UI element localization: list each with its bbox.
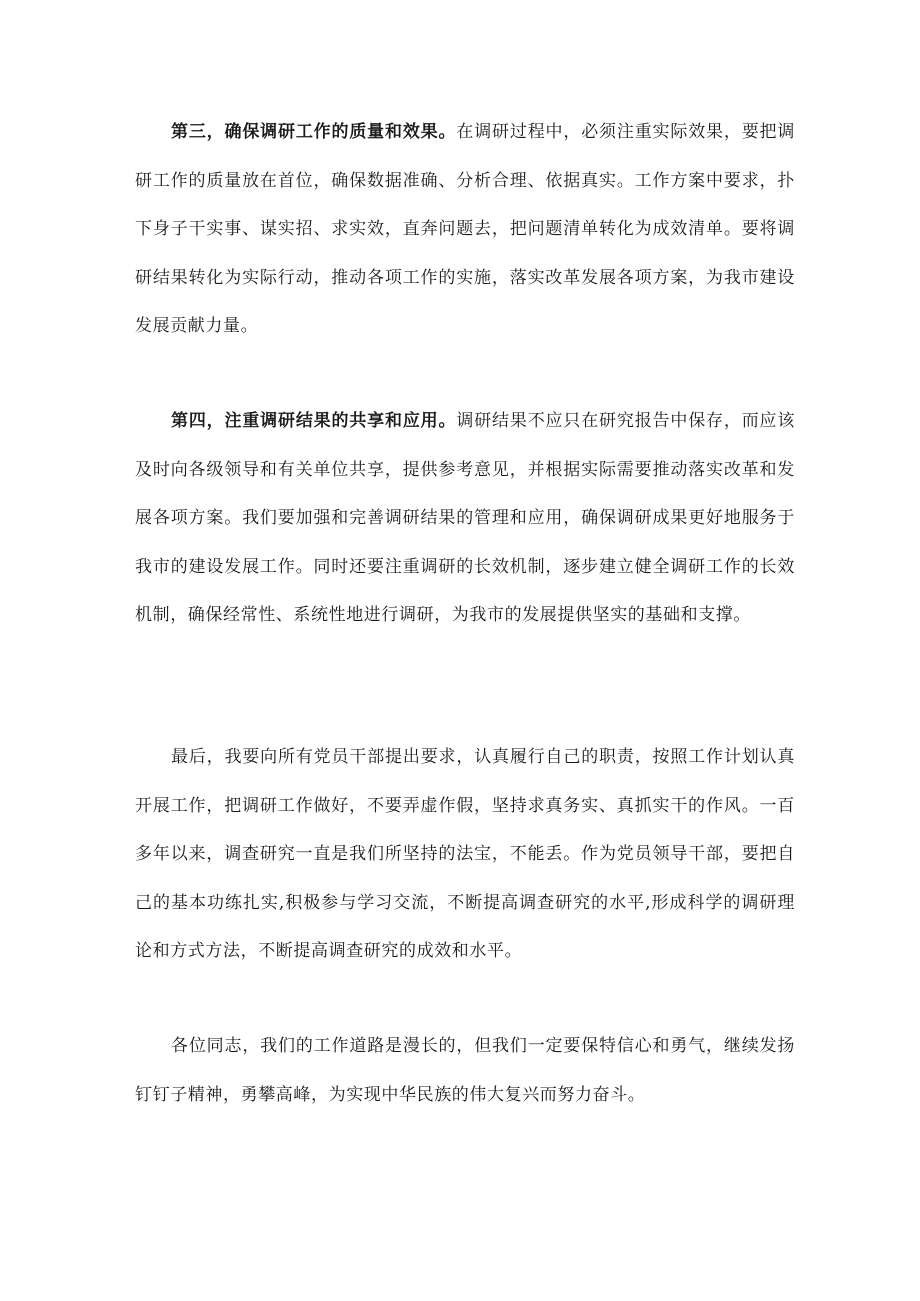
paragraph-closing (135, 1022, 795, 1119)
paragraph-body: 最后，我要向所有党员干部提出要求，认真履行自己的职责，按照工作计划认真开展工作，把调研工作做好，不要弄虚作假，坚持求真务实、真抓实干的作风。一百多年以来，调查研究一直是我们所坚持的法宝，不能丢。作为党员领导干部，要把自己的基本功练扎实,积极参与学习交流，不断提高调查研究的水平,形成科学的调研理论和方式方法，不断提高调查研究的成效和水平。 (135, 747, 795, 962)
paragraph-body: 调研结果不应只在研究报告中保存，而应该及时向各级领导和有关单位共享，提供参考意见，并根据实际需要推动落实改革和发展各项方案。我们要加强和完善调研结果的管理和应用，确保调研成果更好地服务于我市的建设发展工作。同时还要注重调研的长效机制，逐步建立健全调研工作的长效机制，确保经常性、系统性地进行调研，为我市的发展提供坚实的基础和支撑。 (135, 411, 795, 626)
paragraph-fourth-point (135, 397, 795, 640)
paragraph-body: 各位同志，我们的工作道路是漫长的，但我们一定要保特信心和勇气，继续发扬钉钉子精神，勇攀高峰，为实现中华民族的伟大复兴而努力奋斗。 (135, 1036, 795, 1105)
paragraph-third-point (135, 108, 795, 351)
paragraph-body: 在调研过程中，必须注重实际效果，要把调研工作的质量放在首位，确保数据准确、分析合理、依据真实。工作方案中要求，扑下身子干实事、谋实招、求实效，直奔问题去，把问题清单转化为成效清单。要将调研结果转化为实际行动，推动各项工作的实施，落实改革发展各项方案，为我市建设发展贡献力量。 (135, 122, 795, 337)
paragraph-final-requirements (135, 733, 795, 976)
paragraph-heading: 第三，确保调研工作的质量和效果。 (171, 122, 457, 142)
paragraph-heading: 第四，注重调研结果的共享和应用。 (171, 411, 457, 431)
